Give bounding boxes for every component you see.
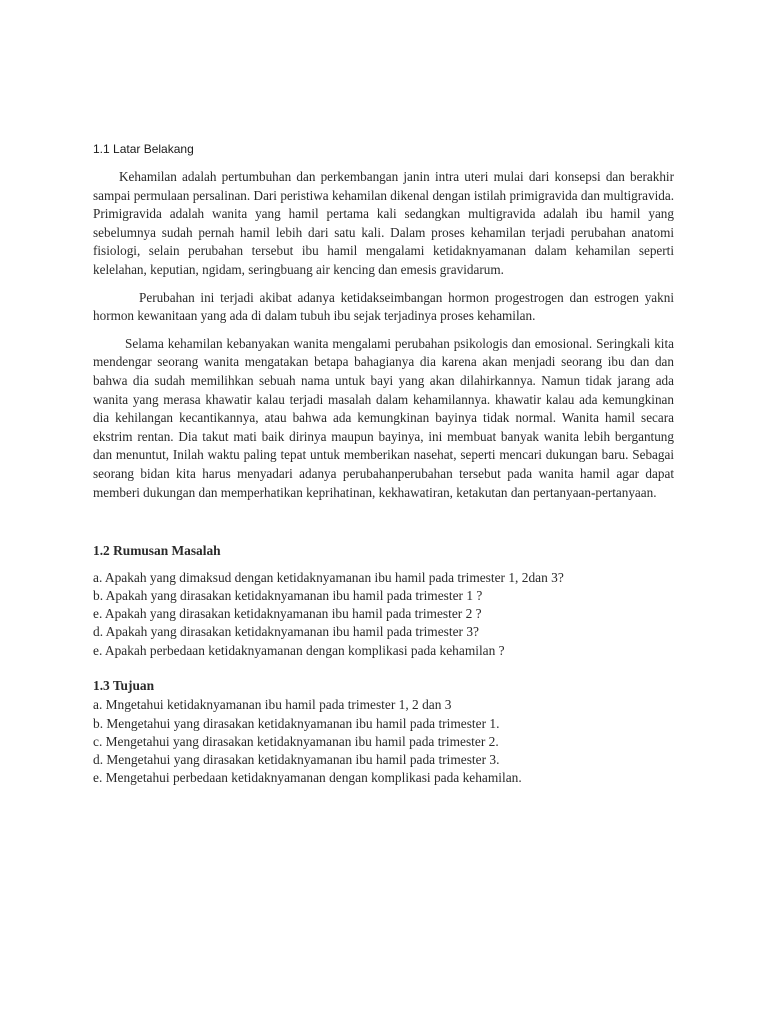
list-item: d. Mengetahui yang dirasakan ketidaknyamanan ibu hamil pada trimester 3. bbox=[93, 751, 500, 767]
list-item: e. Apakah yang dirasakan ketidaknyamanan ibu hamil pada trimester 2 ? bbox=[93, 606, 482, 622]
list-item: a. Apakah yang dimaksud dengan ketidaknyamanan ibu hamil pada trimester 1, 2dan 3? bbox=[93, 569, 564, 585]
paragraph-2: Perubahan ini terjadi akibat adanya ketidakseimbangan hormon progestrogen dan estrogen yakni hormon kewanitaan yang ada di dalam tubuh ibu sejak terjadinya proses kehamilan. bbox=[93, 289, 674, 324]
list-item: a. Mngetahui ketidaknyamanan ibu hamil pada trimester 1, 2 dan 3 bbox=[93, 697, 452, 713]
paragraph-3: Selama kehamilan kebanyakan wanita mengalami perubahan psikologis dan emosional. Seringkali kita mendengar seorang wanita mengatakan betapa bahagianya dia karena akan menjadi seorang ibu dan dan bahwa dia sudah memilihkan sebuah nama untuk bayi yang akan dilahirkannya. Namun tidak jarang ada wanita yang merasa khawatir kalau terjadi masalah dalam kehamilannya. khawatir kalau ada kemungkinan dia kehilangan kecantikannya, atau bahwa ada kemungkinan bayinya tidak normal. Wanita hamil secara ekstrim rentan. Dia takut mati baik dirinya maupun bayinya, ini membuat banyak wanita lebih bergantung dan menuntut, Inilah waktu paling tepat untuk memberikan nasehat, seperti mencari dukungan baru. Sebagai seorang bidan kita harus menyadari adanya perubahanperubahan tersebut pada wanita hamil agar dapat memberi dukungan dan memperhatikan keprihatinan, kekhawatiran, ketakutan dan pertanyaan-pertanyaan. bbox=[93, 335, 674, 500]
tujuan-list bbox=[93, 696, 674, 787]
list-item: e. Mengetahui perbedaan ketidaknyamanan dengan komplikasi pada kehamilan. bbox=[93, 770, 522, 786]
document-body bbox=[93, 140, 674, 787]
section-heading-rumusan-masalah: 1.2 Rumusan Masalah bbox=[93, 543, 221, 559]
section-heading-latar-belakang: 1.1 Latar Belakang bbox=[93, 142, 194, 156]
section-heading-tujuan: 1.3 Tujuan bbox=[93, 677, 155, 693]
list-item: e. Apakah perbedaan ketidaknyamanan dengan komplikasi pada kehamilan ? bbox=[93, 642, 505, 658]
list-item: c. Mengetahui yang dirasakan ketidaknyamanan ibu hamil pada trimester 2. bbox=[93, 733, 499, 749]
rumusan-masalah-list bbox=[93, 569, 674, 660]
list-item: b. Apakah yang dirasakan ketidaknyamanan ibu hamil pada trimester 1 ? bbox=[93, 587, 483, 603]
list-item: b. Mengetahui yang dirasakan ketidaknyamanan ibu hamil pada trimester 1. bbox=[93, 715, 500, 731]
paragraph-1: Kehamilan adalah pertumbuhan dan perkembangan janin intra uteri mulai dari konsepsi dan berakhir sampai permulaan persalinan. Dari peristiwa kehamilan dikenal dengan istilah primigravida dan multigravida. Primigravida adalah wanita yang hamil pertama kali sedangkan multigravida adalah ibu hamil yang sebelumnya sudah pernah hamil lebih dari satu kali. Dalam proses kehamilan terjadi perubahan anatomi fisiologi, selain perubahan tersebut ibu hamil mengalami ketidaknyamanan dalam kehamilan seperti kelelahan, keputian, ngidam, seringbuang air kencing dan emesis gravidarum. bbox=[93, 169, 674, 277]
list-item: d. Apakah yang dirasakan ketidaknyamanan ibu hamil pada trimester 3? bbox=[93, 624, 479, 640]
